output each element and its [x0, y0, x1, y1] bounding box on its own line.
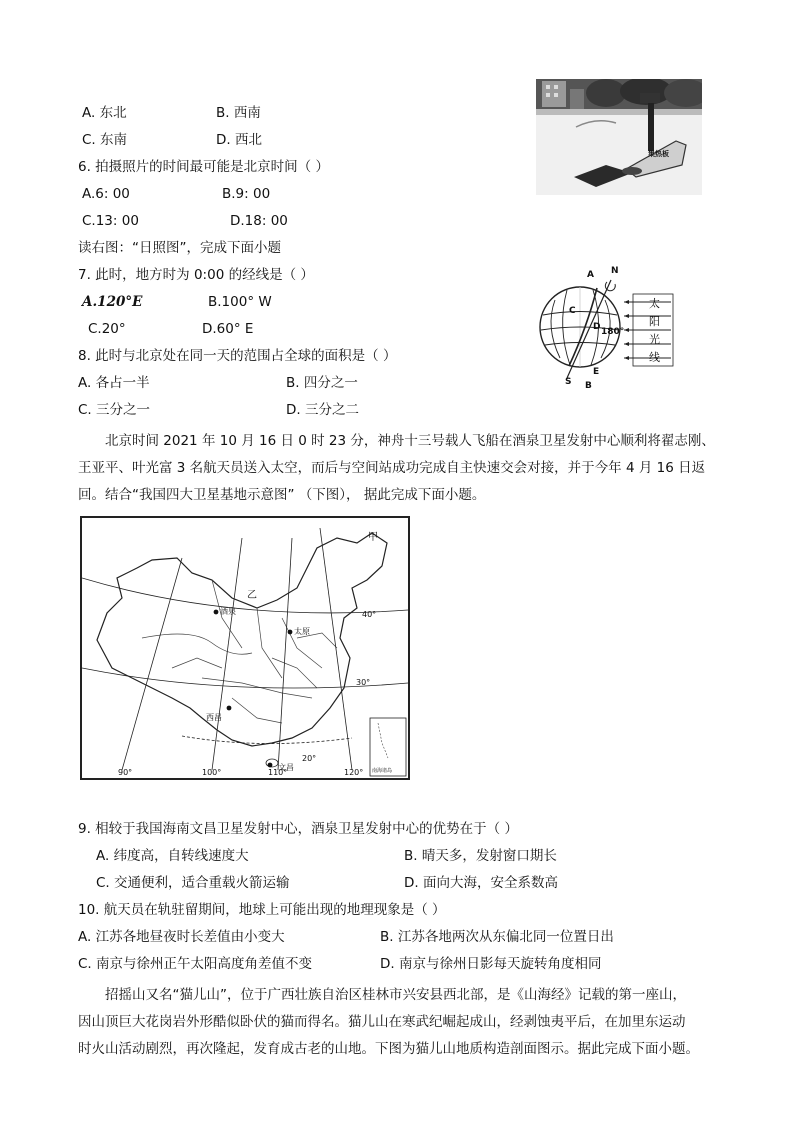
map-lon-120: 120° [344, 768, 364, 777]
solar-panel-label: 集热板 [648, 150, 669, 158]
sun-text-2: 阳 [649, 315, 660, 328]
q10-option-d: D. 南京与徐州日影每天旋转角度相同 [380, 956, 602, 972]
solar-panel-photo [536, 79, 702, 195]
map-lat-30: 30° [356, 678, 371, 687]
q6-stem: 6. 拍摄照片的时间最可能是北京时间（ ） [78, 159, 329, 175]
map-lon-110: 110° [268, 768, 288, 777]
q6-option-b: B.9: 00 [222, 186, 271, 202]
globe-label-b: B [585, 381, 592, 391]
q7-option-d: D.60° E [202, 321, 254, 337]
passage1-line-3: 回。结合“我国四大卫星基地示意图” （下图）， 据此完成下面小题。 [78, 487, 486, 503]
q9-option-b: B. 晴天多，发射窗口期长 [404, 848, 557, 864]
q8-stem: 8. 此时与北京处在同一天的范围占全球的面积是（ ） [78, 348, 397, 364]
map-city-jiuquan: 酒泉 [220, 607, 236, 616]
globe-label-a: A [587, 270, 594, 280]
intro-sunlight-diagram: 读右图：“日照图”，完成下面小题 [78, 240, 281, 256]
globe-label-s: S [565, 377, 572, 387]
map-inset-label: 南海诸岛 [372, 768, 393, 774]
sun-text-4: 线 [649, 351, 660, 364]
map-city-wenchang: 文昌 [278, 763, 294, 772]
q6-option-c: C.13: 00 [82, 213, 139, 229]
globe-angle-label: 180° [601, 327, 625, 337]
map-lon-90: 90° [118, 768, 133, 777]
passage2-line-1: 招摇山又名“猫儿山”，位于广西壮族自治区桂林市兴安县西北部，是《山海经》记载的第一座山， [105, 987, 686, 1003]
q9-option-a: A. 纬度高，自转线速度大 [96, 848, 249, 864]
map-city-xichang: 西昌 [206, 713, 222, 722]
q10-option-b: B. 江苏各地两次从东偏北同一位置日出 [380, 929, 614, 945]
q8-option-c: C. 三分之一 [78, 402, 151, 418]
q5-option-c: C. 东南 [82, 132, 128, 148]
globe-label-c: C [569, 306, 576, 316]
map-label-yi: 乙 [247, 590, 257, 601]
globe-label-n: N [611, 266, 619, 276]
q7-stem: 7. 此时，地方时为 0:00 的经线是（ ） [78, 267, 314, 283]
map-lat-20: 20° [302, 754, 317, 763]
q10-stem: 10. 航天员在轨驻留期间，地球上可能出现的地理现象是（ ） [78, 902, 446, 918]
q8-option-a: A. 各占一半 [78, 375, 150, 391]
q6-option-d: D.18: 00 [230, 213, 288, 229]
q6-option-a: A.6: 00 [82, 186, 130, 202]
sun-text-3: 光 [649, 333, 660, 346]
q8-option-b: B. 四分之一 [286, 375, 358, 391]
q9-option-d: D. 面向大海，安全系数高 [404, 875, 558, 891]
map-city-taiyuan: 太原 [294, 627, 310, 636]
q5-option-b: B. 西南 [216, 105, 261, 121]
q5-option-a: A. 东北 [82, 105, 127, 121]
map-label-jia: 甲 [368, 532, 378, 543]
q5-option-d: D. 西北 [216, 132, 262, 148]
q10-option-c: C. 南京与徐州正午太阳高度角差值不变 [78, 956, 313, 972]
passage2-line-2: 因山顶巨大花岗岩外形酷似卧伏的猫而得名。猫儿山在寒武纪崛起成山，经剥蚀夷平后，在加里东运动 [78, 1014, 686, 1030]
passage-maoershan [78, 982, 699, 1063]
passage2-line-3: 时火山活动剧烈，再次隆起，发育成古老的山地。下图为猫儿山地质构造剖面图示。据此完成下面小题。 [78, 1041, 699, 1057]
passage-shenzhou13 [78, 428, 715, 509]
sunlight-globe-diagram [535, 266, 675, 395]
map-lat-40: 40° [362, 610, 377, 619]
q9-stem: 9. 相较于我国海南文昌卫星发射中心，酒泉卫星发射中心的优势在于（ ） [78, 821, 518, 837]
q10-option-a: A. 江苏各地昼夜时长差值由小变大 [78, 929, 285, 945]
q7-option-b: B.100° W [208, 294, 272, 310]
globe-label-e: E [593, 367, 600, 377]
passage1-line-1: 北京时间 2021 年 10 月 16 日 0 时 23 分，神舟十三号载人飞船在酒泉卫星发射中心顺利将翟志刚、 [105, 433, 715, 449]
q9-option-c: C. 交通便利，适合重载火箭运输 [96, 875, 290, 891]
map-lon-100: 100° [202, 768, 222, 777]
globe-label-d: D [593, 322, 601, 332]
q8-option-d: D. 三分之二 [286, 402, 359, 418]
q7-option-a: A.120°E [82, 294, 143, 310]
q7-option-c: C.20° [88, 321, 126, 337]
sun-text-1: 太 [649, 297, 660, 310]
satellite-bases-map [80, 516, 410, 780]
passage1-line-2: 王亚平、叶光富 3 名航天员送入太空，而后与空间站成功完成自主快速交会对接，并于今年 4 月 16 日返 [78, 460, 706, 476]
